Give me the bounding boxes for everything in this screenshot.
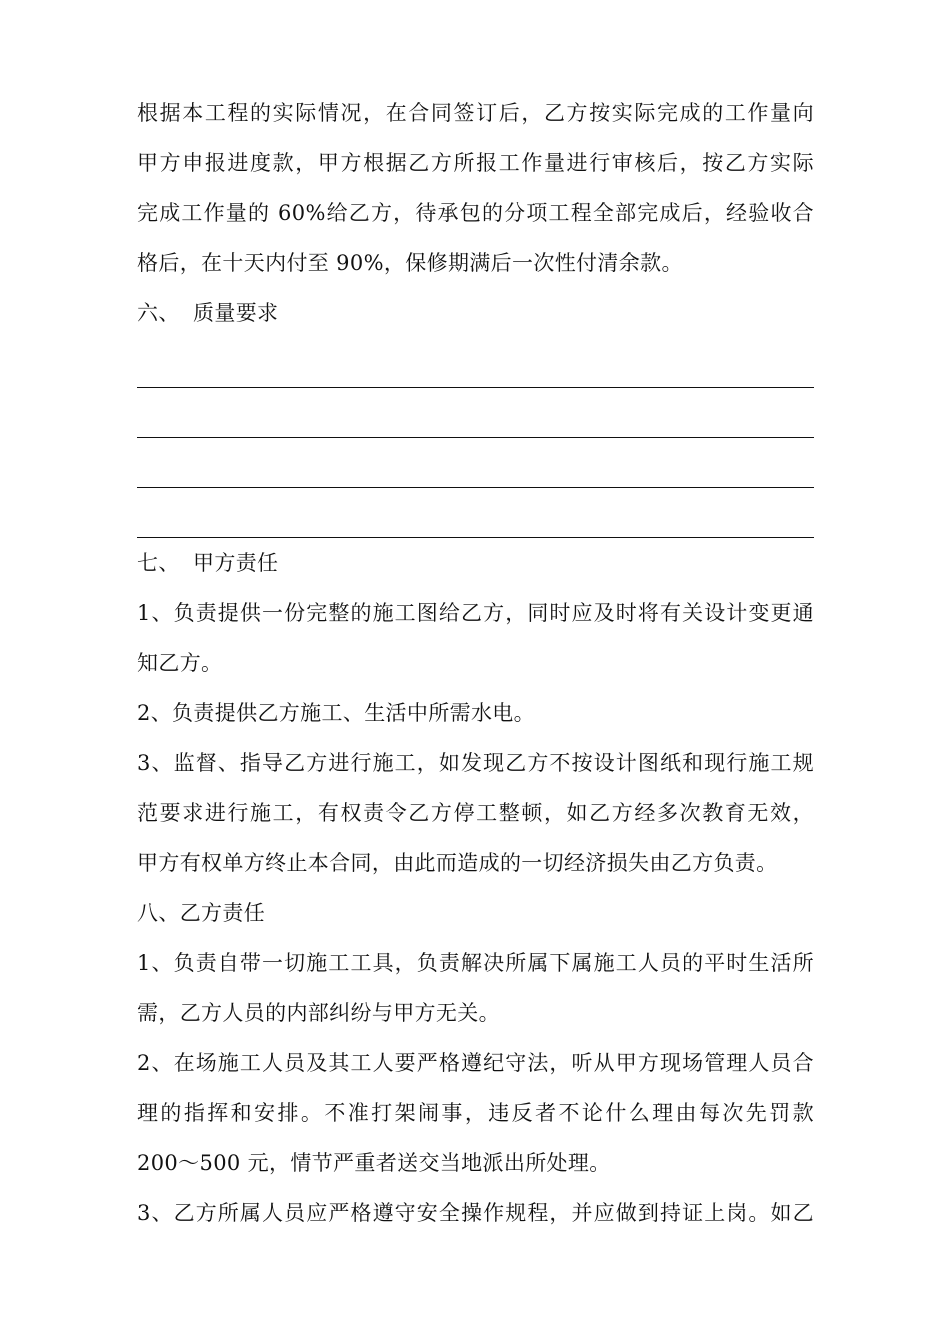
paragraph-line: 甲方申报进度款，甲方根据乙方所报工作量进行审核后，按乙方实际 (137, 151, 814, 175)
blank-line-row (137, 388, 814, 438)
section-number: 七、 (137, 551, 180, 575)
paragraph-line: 完成工作量的 60%给乙方，待承包的分项工程全部完成后，经验收合 (137, 201, 814, 225)
section-seven-heading (137, 538, 814, 588)
list-item-line: 甲方有权单方终止本合同，由此而造成的一切经济损失由乙方负责。 (137, 851, 778, 875)
section-seven-items (137, 588, 814, 888)
blank-line-row (137, 438, 814, 488)
section-six-heading (137, 288, 814, 338)
list-item-line: 2、负责提供乙方施工、生活中所需水电。 (137, 701, 536, 725)
list-item-line: 范要求进行施工，有权责令乙方停工整顿，如乙方经多次教育无效， (137, 801, 814, 825)
section-title: 质量要求 (193, 301, 279, 325)
list-item-line: 200～500 元，情节严重者送交当地派出所处理。 (137, 1151, 611, 1175)
paragraph-line: 格后，在十天内付至 90%，保修期满后一次性付清余款。 (137, 251, 683, 275)
list-item-line: 1、负责提供一份完整的施工图给乙方，同时应及时将有关设计变更通 (137, 601, 814, 625)
section-eight-items (137, 938, 814, 1238)
blank-line (137, 537, 814, 538)
section-eight-heading: 八、乙方责任 (137, 901, 266, 925)
section-title: 甲方责任 (193, 551, 279, 575)
list-item-line: 3、监督、指导乙方进行施工，如发现乙方不按设计图纸和现行施工规 (137, 751, 814, 775)
payment-paragraph (137, 88, 814, 288)
paragraph-line: 根据本工程的实际情况，在合同签订后，乙方按实际完成的工作量向 (137, 101, 814, 125)
document-page (137, 88, 814, 1238)
quality-requirements-blank-lines (137, 338, 814, 538)
list-item-line: 3、乙方所属人员应严格遵守安全操作规程，并应做到持证上岗。如乙 (137, 1201, 814, 1225)
section-number: 六、 (137, 301, 180, 325)
list-item-line: 知乙方。 (137, 651, 223, 675)
list-item-line: 需，乙方人员的内部纠纷与甲方无关。 (137, 1001, 500, 1025)
list-item-line: 1、负责自带一切施工工具，负责解决所属下属施工人员的平时生活所 (137, 951, 814, 975)
list-item-line: 理的指挥和安排。不准打架闹事，违反者不论什么理由每次先罚款 (137, 1101, 814, 1125)
blank-line-row (137, 488, 814, 538)
blank-line-row (137, 338, 814, 388)
list-item-line: 2、在场施工人员及其工人要严格遵纪守法，听从甲方现场管理人员合 (137, 1051, 814, 1075)
